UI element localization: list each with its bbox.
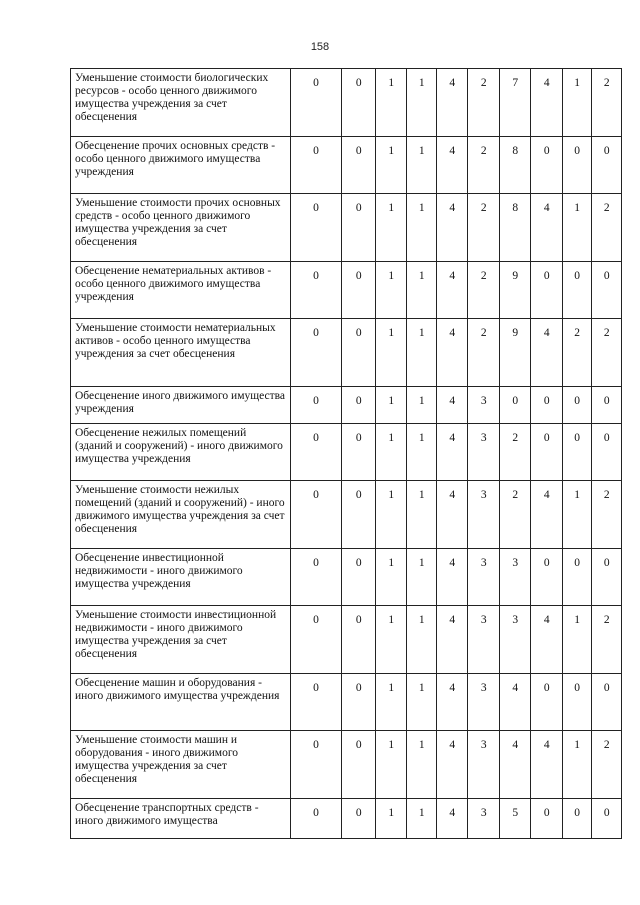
row-label: Обесценение нематериальных активов - особо ценного движимого имущества учреждения [71,262,291,319]
code-digit-cell: 3 [468,424,500,481]
code-digit-cell: 0 [592,387,622,424]
code-digit-cell: 1 [407,194,436,262]
code-digit-cell: 2 [562,319,591,387]
table-row [71,674,622,731]
code-digit-cell: 9 [499,262,531,319]
row-label: Обесценение транспортных средств - иного движимого имущества [71,799,291,839]
table-row [71,319,622,387]
code-digit-cell: 3 [499,549,531,606]
row-label: Обесценение прочих основных средств - особо ценного движимого имущества учреждения [71,137,291,194]
code-digit-cell: 0 [531,674,563,731]
page-number: 158 [310,41,330,53]
table-row [71,549,622,606]
code-digit-cell: 3 [468,799,500,839]
code-digit-cell: 2 [592,319,622,387]
code-digit-cell: 0 [290,137,342,194]
code-digit-cell: 0 [592,549,622,606]
code-digit-cell: 0 [592,799,622,839]
row-label: Обесценение инвестиционной недвижимости - иного движимого имущества учреждения [71,549,291,606]
row-label: Обесценение нежилых помещений (зданий и сооружений) - иного движимого имущества учреждения [71,424,291,481]
code-digit-cell: 0 [342,262,376,319]
code-digit-cell: 1 [562,194,591,262]
code-digit-cell: 8 [499,194,531,262]
code-digit-cell: 4 [436,606,468,674]
code-digit-cell: 0 [562,424,591,481]
code-digit-cell: 0 [592,674,622,731]
row-label: Уменьшение стоимости нематериальных активов - особо ценного имущества учреждения за счет обесценения [71,319,291,387]
code-digit-cell: 2 [592,481,622,549]
row-label: Уменьшение стоимости инвестиционной недвижимости - иного движимого имущества учреждения за счет обесценения [71,606,291,674]
code-digit-cell: 1 [407,799,436,839]
code-digit-cell: 0 [592,262,622,319]
code-digit-cell: 0 [562,674,591,731]
code-digit-cell: 4 [436,262,468,319]
code-digit-cell: 4 [499,731,531,799]
code-digit-cell: 4 [436,731,468,799]
row-label: Уменьшение стоимости прочих основных средств - особо ценного движимого имущества учреждения за счет обесценения [71,194,291,262]
code-digit-cell: 1 [375,424,407,481]
code-digit-cell: 0 [531,799,563,839]
code-digit-cell: 1 [375,674,407,731]
code-digit-cell: 4 [436,194,468,262]
code-digit-cell: 1 [407,262,436,319]
table-row [71,137,622,194]
code-digit-cell: 4 [436,549,468,606]
code-digit-cell: 1 [407,424,436,481]
code-digit-cell: 0 [290,731,342,799]
accounts-table [70,68,622,839]
code-digit-cell: 1 [375,731,407,799]
code-digit-cell: 1 [407,674,436,731]
code-digit-cell: 2 [592,194,622,262]
code-digit-cell: 0 [342,606,376,674]
code-digit-cell: 0 [290,481,342,549]
code-digit-cell: 1 [407,387,436,424]
code-digit-cell: 4 [531,481,563,549]
code-digit-cell: 0 [342,424,376,481]
code-digit-cell: 1 [375,799,407,839]
code-digit-cell: 1 [375,194,407,262]
code-digit-cell: 1 [375,481,407,549]
code-digit-cell: 1 [407,731,436,799]
code-digit-cell: 0 [562,137,591,194]
code-digit-cell: 0 [290,319,342,387]
code-digit-cell: 2 [468,194,500,262]
row-label: Обесценение иного движимого имущества учреждения [71,387,291,424]
code-digit-cell: 0 [531,424,563,481]
code-digit-cell: 9 [499,319,531,387]
code-digit-cell: 1 [407,606,436,674]
code-digit-cell: 0 [342,731,376,799]
code-digit-cell: 0 [592,424,622,481]
code-digit-cell: 1 [407,319,436,387]
code-digit-cell: 8 [499,137,531,194]
code-digit-cell: 0 [290,424,342,481]
code-digit-cell: 3 [468,674,500,731]
code-digit-cell: 3 [468,387,500,424]
code-digit-cell: 2 [468,319,500,387]
code-digit-cell: 0 [342,799,376,839]
code-digit-cell: 4 [436,387,468,424]
code-digit-cell: 0 [531,387,563,424]
code-digit-cell: 0 [342,137,376,194]
code-digit-cell: 2 [468,69,500,137]
code-digit-cell: 0 [562,262,591,319]
code-digit-cell: 0 [290,799,342,839]
code-digit-cell: 1 [562,606,591,674]
code-digit-cell: 7 [499,69,531,137]
code-digit-cell: 4 [531,731,563,799]
code-digit-cell: 5 [499,799,531,839]
table-row [71,262,622,319]
code-digit-cell: 0 [342,674,376,731]
code-digit-cell: 0 [562,549,591,606]
code-digit-cell: 0 [290,194,342,262]
code-digit-cell: 0 [290,387,342,424]
table-row [71,799,622,839]
code-digit-cell: 1 [562,69,591,137]
code-digit-cell: 0 [531,262,563,319]
code-digit-cell: 4 [436,674,468,731]
code-digit-cell: 4 [436,799,468,839]
code-digit-cell: 0 [499,387,531,424]
code-digit-cell: 0 [531,549,563,606]
code-digit-cell: 0 [342,319,376,387]
code-digit-cell: 4 [436,319,468,387]
code-digit-cell: 3 [468,549,500,606]
code-digit-cell: 1 [375,319,407,387]
code-digit-cell: 1 [407,549,436,606]
row-label: Уменьшение стоимости машин и оборудования - иного движимого имущества учреждения за счет обесценения [71,731,291,799]
row-label: Обесценение машин и оборудования - иного движимого имущества учреждения [71,674,291,731]
code-digit-cell: 1 [407,481,436,549]
code-digit-cell: 1 [375,606,407,674]
code-digit-cell: 0 [290,674,342,731]
code-digit-cell: 4 [436,137,468,194]
table-row [71,194,622,262]
code-digit-cell: 0 [290,262,342,319]
code-digit-cell: 0 [342,387,376,424]
code-digit-cell: 0 [531,137,563,194]
code-digit-cell: 3 [468,481,500,549]
code-digit-cell: 2 [592,606,622,674]
table-row [71,69,622,137]
code-digit-cell: 0 [342,194,376,262]
code-digit-cell: 1 [562,481,591,549]
code-digit-cell: 2 [468,262,500,319]
code-digit-cell: 1 [562,731,591,799]
code-digit-cell: 2 [499,424,531,481]
code-digit-cell: 0 [342,481,376,549]
code-digit-cell: 1 [407,69,436,137]
code-digit-cell: 2 [468,137,500,194]
code-digit-cell: 4 [499,674,531,731]
row-label: Уменьшение стоимости нежилых помещений (зданий и сооружений) - иного движимого имущества учреждения за счет обесценения [71,481,291,549]
code-digit-cell: 0 [592,137,622,194]
code-digit-cell: 4 [531,69,563,137]
row-label: Уменьшение стоимости биологических ресурсов - особо ценного движимого имущества учреждения за счет обесценения [71,69,291,137]
code-digit-cell: 0 [290,606,342,674]
code-digit-cell: 3 [468,731,500,799]
code-digit-cell: 1 [375,262,407,319]
code-digit-cell: 1 [375,387,407,424]
code-digit-cell: 2 [592,69,622,137]
code-digit-cell: 0 [562,799,591,839]
code-digit-cell: 1 [375,69,407,137]
code-digit-cell: 0 [290,549,342,606]
code-digit-cell: 0 [342,69,376,137]
table-row [71,424,622,481]
code-digit-cell: 2 [592,731,622,799]
code-digit-cell: 4 [436,424,468,481]
code-digit-cell: 1 [375,549,407,606]
code-digit-cell: 4 [531,606,563,674]
table-row [71,731,622,799]
table-row [71,387,622,424]
code-digit-cell: 0 [342,549,376,606]
code-digit-cell: 0 [290,69,342,137]
code-digit-cell: 4 [531,319,563,387]
code-digit-cell: 2 [499,481,531,549]
code-digit-cell: 0 [562,387,591,424]
table-row [71,481,622,549]
code-digit-cell: 3 [499,606,531,674]
code-digit-cell: 4 [531,194,563,262]
code-digit-cell: 1 [407,137,436,194]
code-digit-cell: 3 [468,606,500,674]
code-digit-cell: 4 [436,69,468,137]
table-row [71,606,622,674]
code-digit-cell: 1 [375,137,407,194]
code-digit-cell: 4 [436,481,468,549]
